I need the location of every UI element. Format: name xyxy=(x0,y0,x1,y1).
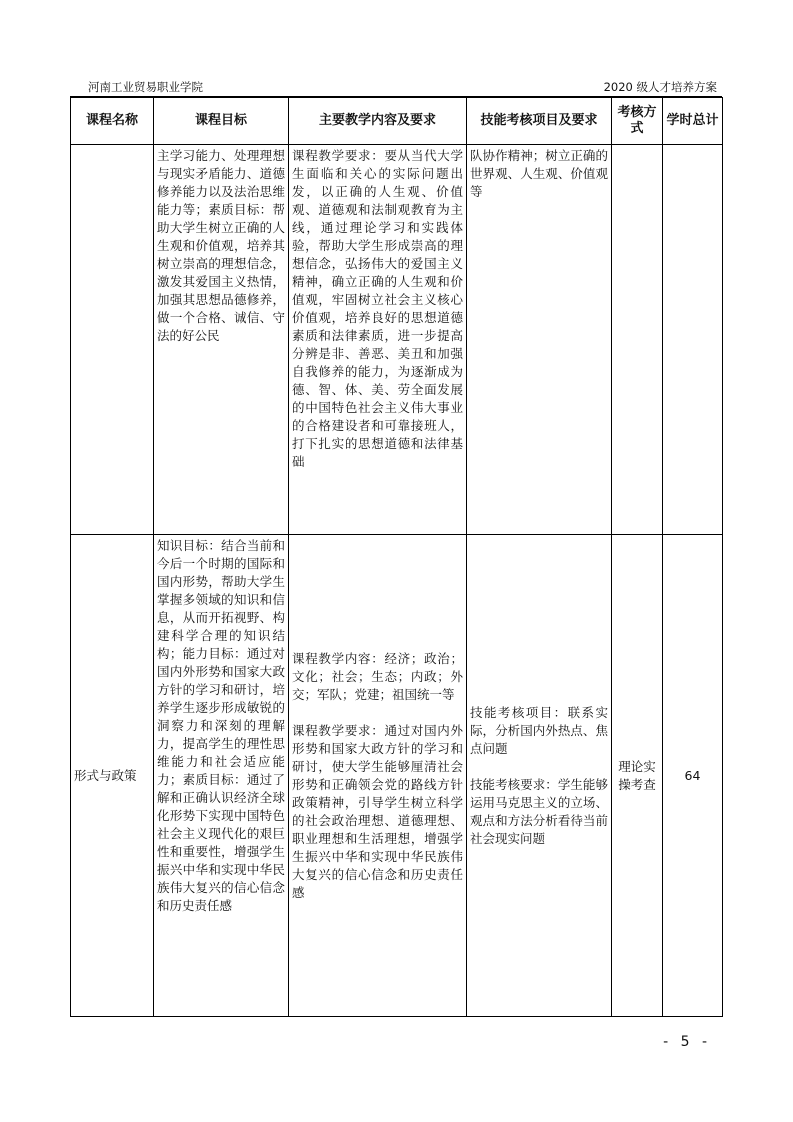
cell-hours: 64 xyxy=(663,535,723,1017)
table-row xyxy=(71,535,723,1017)
cell-assess: 理论实操考查 xyxy=(612,535,663,1017)
cell-content: 课程教学要求：要从当代大学生面临和关心的实际问题出发，以正确的人生观、价值观、道德观和法制观教育为主线，通过理论学习和实践体验，帮助大学生形成崇高的理想信念，弘扬伟大的爱国主义精神，确立正确的人生观和价值观，牢固树立社会主义核心价值观，培养良好的思想道德素质和法律素质，进一步提高分辨是非、善恶、美丑和加强自我修养的能力，为逐渐成为德、智、体、美、劳全面发展的中国特色社会主义伟大事业的合格建设者和可靠接班人，打下扎实的思想道德和法律基础 xyxy=(289,145,467,535)
skill-assessment-requirements: 技能考核要求：学生能够运用马克思主义的立场、观点和方法分析看待当前社会现实问题 xyxy=(470,776,608,846)
col-header-skill: 技能考核项目及要求 xyxy=(467,98,612,145)
cell-content xyxy=(289,535,467,1017)
content-teaching-requirements: 课程教学要求：通过对国内外形势和国家大政方针的学习和研讨，使大学生能够厘清社会形势和正确领会党的路线方针政策精神，引导学生树立科学的社会政治理想、道德理想、职业理想和生活理想，增强学生振兴中华和实现中华民族伟大复兴的信心信念和历史责任感 xyxy=(292,722,463,900)
header-plan: 2020 级人才培养方案 xyxy=(603,80,717,94)
cell-course: 形式与政策 xyxy=(71,535,154,1017)
cell-skill xyxy=(467,535,612,1017)
col-header-hours: 学时总计 xyxy=(663,98,723,145)
cell-hours xyxy=(663,145,723,535)
col-header-course: 课程名称 xyxy=(71,98,154,145)
cell-objective: 主学习能力、处理理想与现实矛盾能力、道德修养能力以及法治思维能力等；素质目标：帮助大学生树立正确的人生观和价值观，培养其树立崇高的理想信念，激发其爱国主义热情，加强其思想品德修养，做一个合格、诚信、守法的好公民 xyxy=(154,145,289,535)
cell-skill: 队协作精神；树立正确的世界观、人生观、价值观等 xyxy=(467,145,612,535)
table-row xyxy=(71,145,723,535)
col-header-content: 主要教学内容及要求 xyxy=(289,98,467,145)
cell-course xyxy=(71,145,154,535)
content-teaching-content: 课程教学内容：经济；政治；文化；社会；生态；内政；外交；军队；党建；祖国统一等 xyxy=(292,650,463,702)
skill-assessment-items: 技能考核项目：联系实际，分析国内外热点、焦点问题 xyxy=(470,704,608,756)
col-header-objective: 课程目标 xyxy=(154,98,289,145)
col-header-assess: 考核方式 xyxy=(612,98,663,145)
curriculum-table xyxy=(70,97,723,1017)
cell-objective: 知识目标：结合当前和今后一个时期的国际和国内形势，帮助大学生掌握多领域的知识和信息，从而开拓视野、构建科学合理的知识结构；能力目标：通过对国内外形势和国家大政方针的学习和研讨，培养学生逐步形成敏锐的洞察力和深刻的理解力，提高学生的理性思维能力和社会适应能力；素质目标：通过了解和正确认识经济全球化形势下实现中国特色社会主义现代化的艰巨性和重要性，增强学生振兴中华和实现中华民族伟大复兴的信心信念和历史责任感 xyxy=(154,535,289,1017)
page-number: - 5 - xyxy=(663,1034,711,1050)
table-header-row xyxy=(71,98,723,145)
header-school: 河南工业贸易职业学院 xyxy=(88,80,203,94)
cell-assess xyxy=(612,145,663,535)
